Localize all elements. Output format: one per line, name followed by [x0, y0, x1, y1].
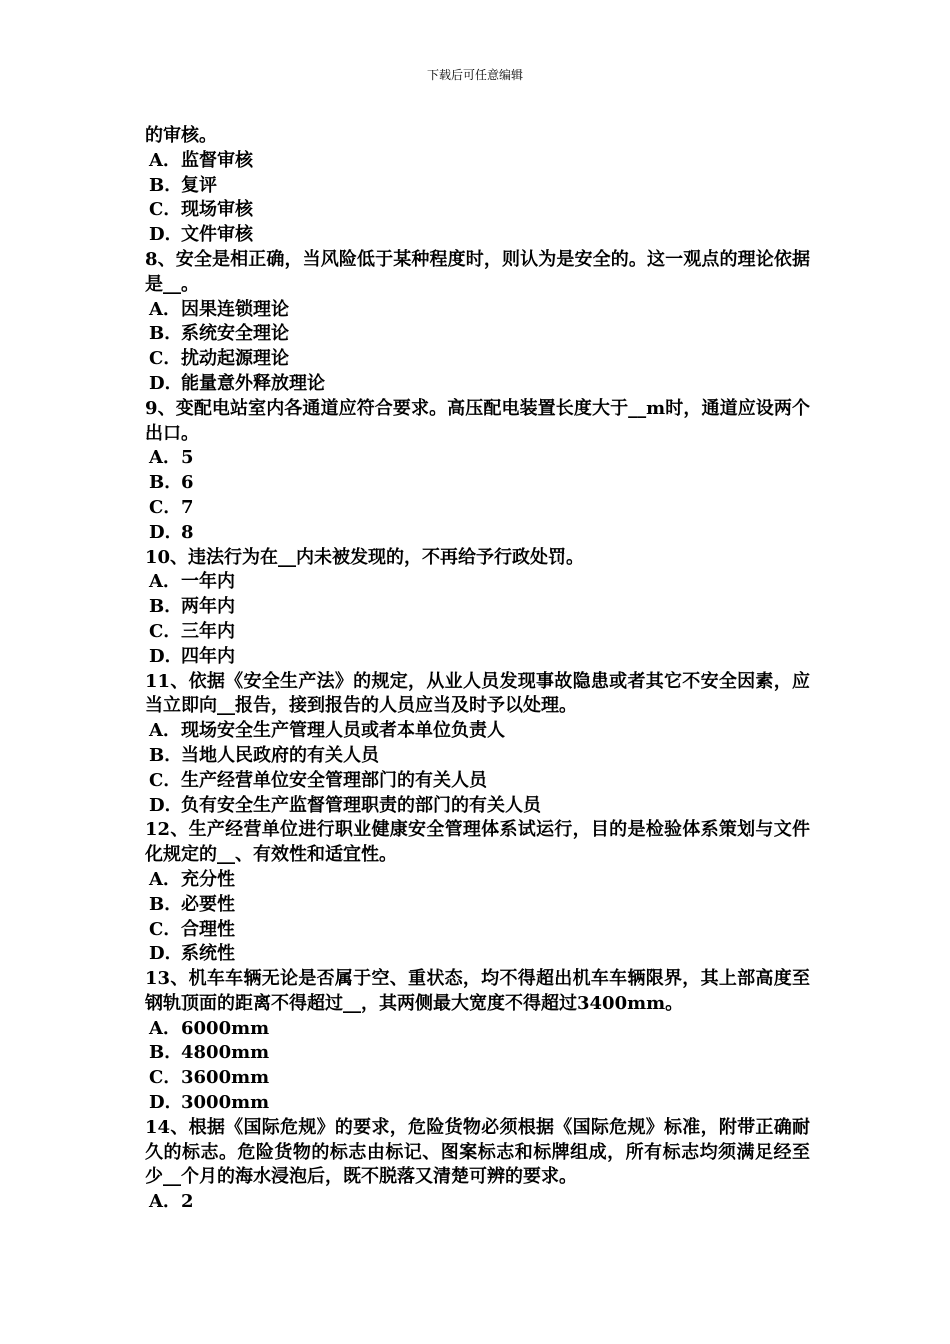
document-body [145, 124, 810, 1215]
option-c [145, 769, 810, 794]
option-text: 3000mm [181, 1092, 270, 1114]
option-letter: B． [149, 893, 183, 915]
option-text: 系统安全理论 [181, 323, 289, 345]
option-text: 3600mm [181, 1067, 270, 1089]
option-c [145, 1066, 810, 1091]
option-letter: B． [149, 1042, 183, 1064]
option-text: 6000mm [181, 1017, 270, 1039]
option-b [145, 174, 810, 199]
option-b [145, 595, 810, 620]
option-c [145, 347, 810, 372]
option-text: 系统性 [181, 943, 235, 965]
question-stem: 14、根据《国际危规》的要求，危险货物必须根据《国际危规》标准，附带正确耐久的标志。危险货物的标志由标记、图案标志和标牌组成，所有标志均须满足经至少__个月的海水浸泡后，既不脱落又清楚可辨的要求。 [145, 1116, 810, 1188]
option-text: 监督审核 [181, 149, 253, 171]
option-text: 8 [181, 521, 194, 543]
option-text: 复评 [181, 174, 217, 196]
option-letter: A． [149, 149, 181, 171]
option-letter: A． [149, 447, 181, 469]
option-letter: B． [149, 472, 183, 494]
option-a [145, 570, 810, 595]
option-c [145, 496, 810, 521]
option-text: 因果连锁理论 [181, 298, 289, 320]
option-letter: B． [149, 323, 183, 345]
option-a [145, 298, 810, 323]
option-d [145, 794, 810, 819]
option-text: 现场审核 [181, 199, 253, 221]
option-letter: A． [149, 298, 181, 320]
option-letter: D． [149, 224, 183, 246]
question-14 [145, 1116, 810, 1215]
question-12 [145, 818, 810, 967]
option-text: 合理性 [181, 918, 235, 940]
option-text: 当地人民政府的有关人员 [181, 744, 379, 766]
option-letter: D． [149, 1092, 183, 1114]
option-text: 6 [181, 472, 194, 494]
question-10 [145, 546, 810, 670]
option-letter: C． [149, 918, 182, 940]
option-b [145, 893, 810, 918]
option-text: 负有安全生产监督管理职责的部门的有关人员 [181, 794, 541, 816]
option-text: 两年内 [181, 596, 235, 618]
option-c [145, 918, 810, 943]
option-text: 4800mm [181, 1042, 270, 1064]
option-letter: C． [149, 769, 182, 791]
question-stem: 13、机车车辆无论是否属于空、重状态，均不得超出机车车辆限界，其上部高度至钢轨顶面的距离不得超过__，其两侧最大宽度不得超过3400mm。 [145, 968, 810, 1014]
option-letter: C． [149, 348, 182, 370]
option-letter: B． [149, 744, 183, 766]
question-13 [145, 967, 810, 1116]
option-a [145, 149, 810, 174]
option-text: 扰动起源理论 [181, 348, 289, 370]
option-b [145, 744, 810, 769]
option-b [145, 322, 810, 347]
option-b [145, 1041, 810, 1066]
option-letter: D． [149, 521, 183, 543]
option-letter: D． [149, 794, 183, 816]
option-b [145, 471, 810, 496]
option-letter: C． [149, 620, 182, 642]
option-a [145, 868, 810, 893]
question-stem: 9、变配电站室内各通道应符合要求。高压配电装置长度大于__m时，通道应设两个出口。 [145, 397, 810, 444]
option-letter: A． [149, 1017, 181, 1039]
intro-options [145, 149, 810, 248]
option-letter: C． [149, 496, 182, 518]
option-letter: A． [149, 1191, 181, 1213]
option-d [145, 645, 810, 670]
option-text: 四年内 [181, 645, 235, 667]
option-a [145, 446, 810, 471]
option-text: 能量意外释放理论 [181, 372, 325, 394]
option-text: 三年内 [181, 620, 235, 642]
question-8 [145, 248, 810, 397]
option-text: 生产经营单位安全管理部门的有关人员 [181, 769, 487, 791]
option-text: 充分性 [181, 868, 235, 890]
option-c [145, 620, 810, 645]
option-text: 7 [181, 496, 194, 518]
option-text: 一年内 [181, 571, 235, 593]
option-letter: B． [149, 596, 183, 618]
option-d [145, 521, 810, 546]
question-stem: 11、依据《安全生产法》的规定，从业人员发现事故隐患或者其它不安全因素，应当立即向__报告，接到报告的人员应当及时予以处理。 [145, 670, 810, 717]
option-a [145, 1190, 810, 1215]
option-letter: B． [149, 174, 183, 196]
question-stem: 8、安全是相正确，当风险低于某种程度时，则认为是安全的。这一观点的理论依据是__。 [145, 248, 810, 295]
option-letter: C． [149, 199, 182, 221]
option-letter: D． [149, 645, 183, 667]
question-11 [145, 670, 810, 819]
option-c [145, 198, 810, 223]
option-text: 必要性 [181, 893, 235, 915]
question-stem: 12、生产经营单位进行职业健康安全管理体系试运行，目的是检验体系策划与文件化规定的__、有效性和适宜性。 [145, 819, 810, 866]
option-text: 现场安全生产管理人员或者本单位负责人 [181, 720, 505, 742]
option-letter: A． [149, 868, 181, 890]
option-letter: A． [149, 720, 181, 742]
option-text: 文件审核 [181, 224, 253, 246]
option-letter: C． [149, 1067, 182, 1089]
page-header: 下载后可任意编辑 [426, 68, 523, 82]
option-a [145, 719, 810, 744]
option-letter: A． [149, 571, 181, 593]
intro-tail: 的审核。 [145, 125, 217, 146]
option-letter: D． [149, 943, 183, 965]
option-a [145, 1017, 810, 1042]
option-text: 5 [181, 447, 194, 469]
option-d [145, 942, 810, 967]
question-stem: 10、违法行为在__内未被发现的，不再给予行政处罚。 [145, 546, 585, 568]
option-d [145, 372, 810, 397]
option-letter: D． [149, 372, 183, 394]
option-d [145, 1091, 810, 1116]
question-9 [145, 397, 810, 546]
option-d [145, 223, 810, 248]
option-text: 2 [181, 1191, 194, 1213]
